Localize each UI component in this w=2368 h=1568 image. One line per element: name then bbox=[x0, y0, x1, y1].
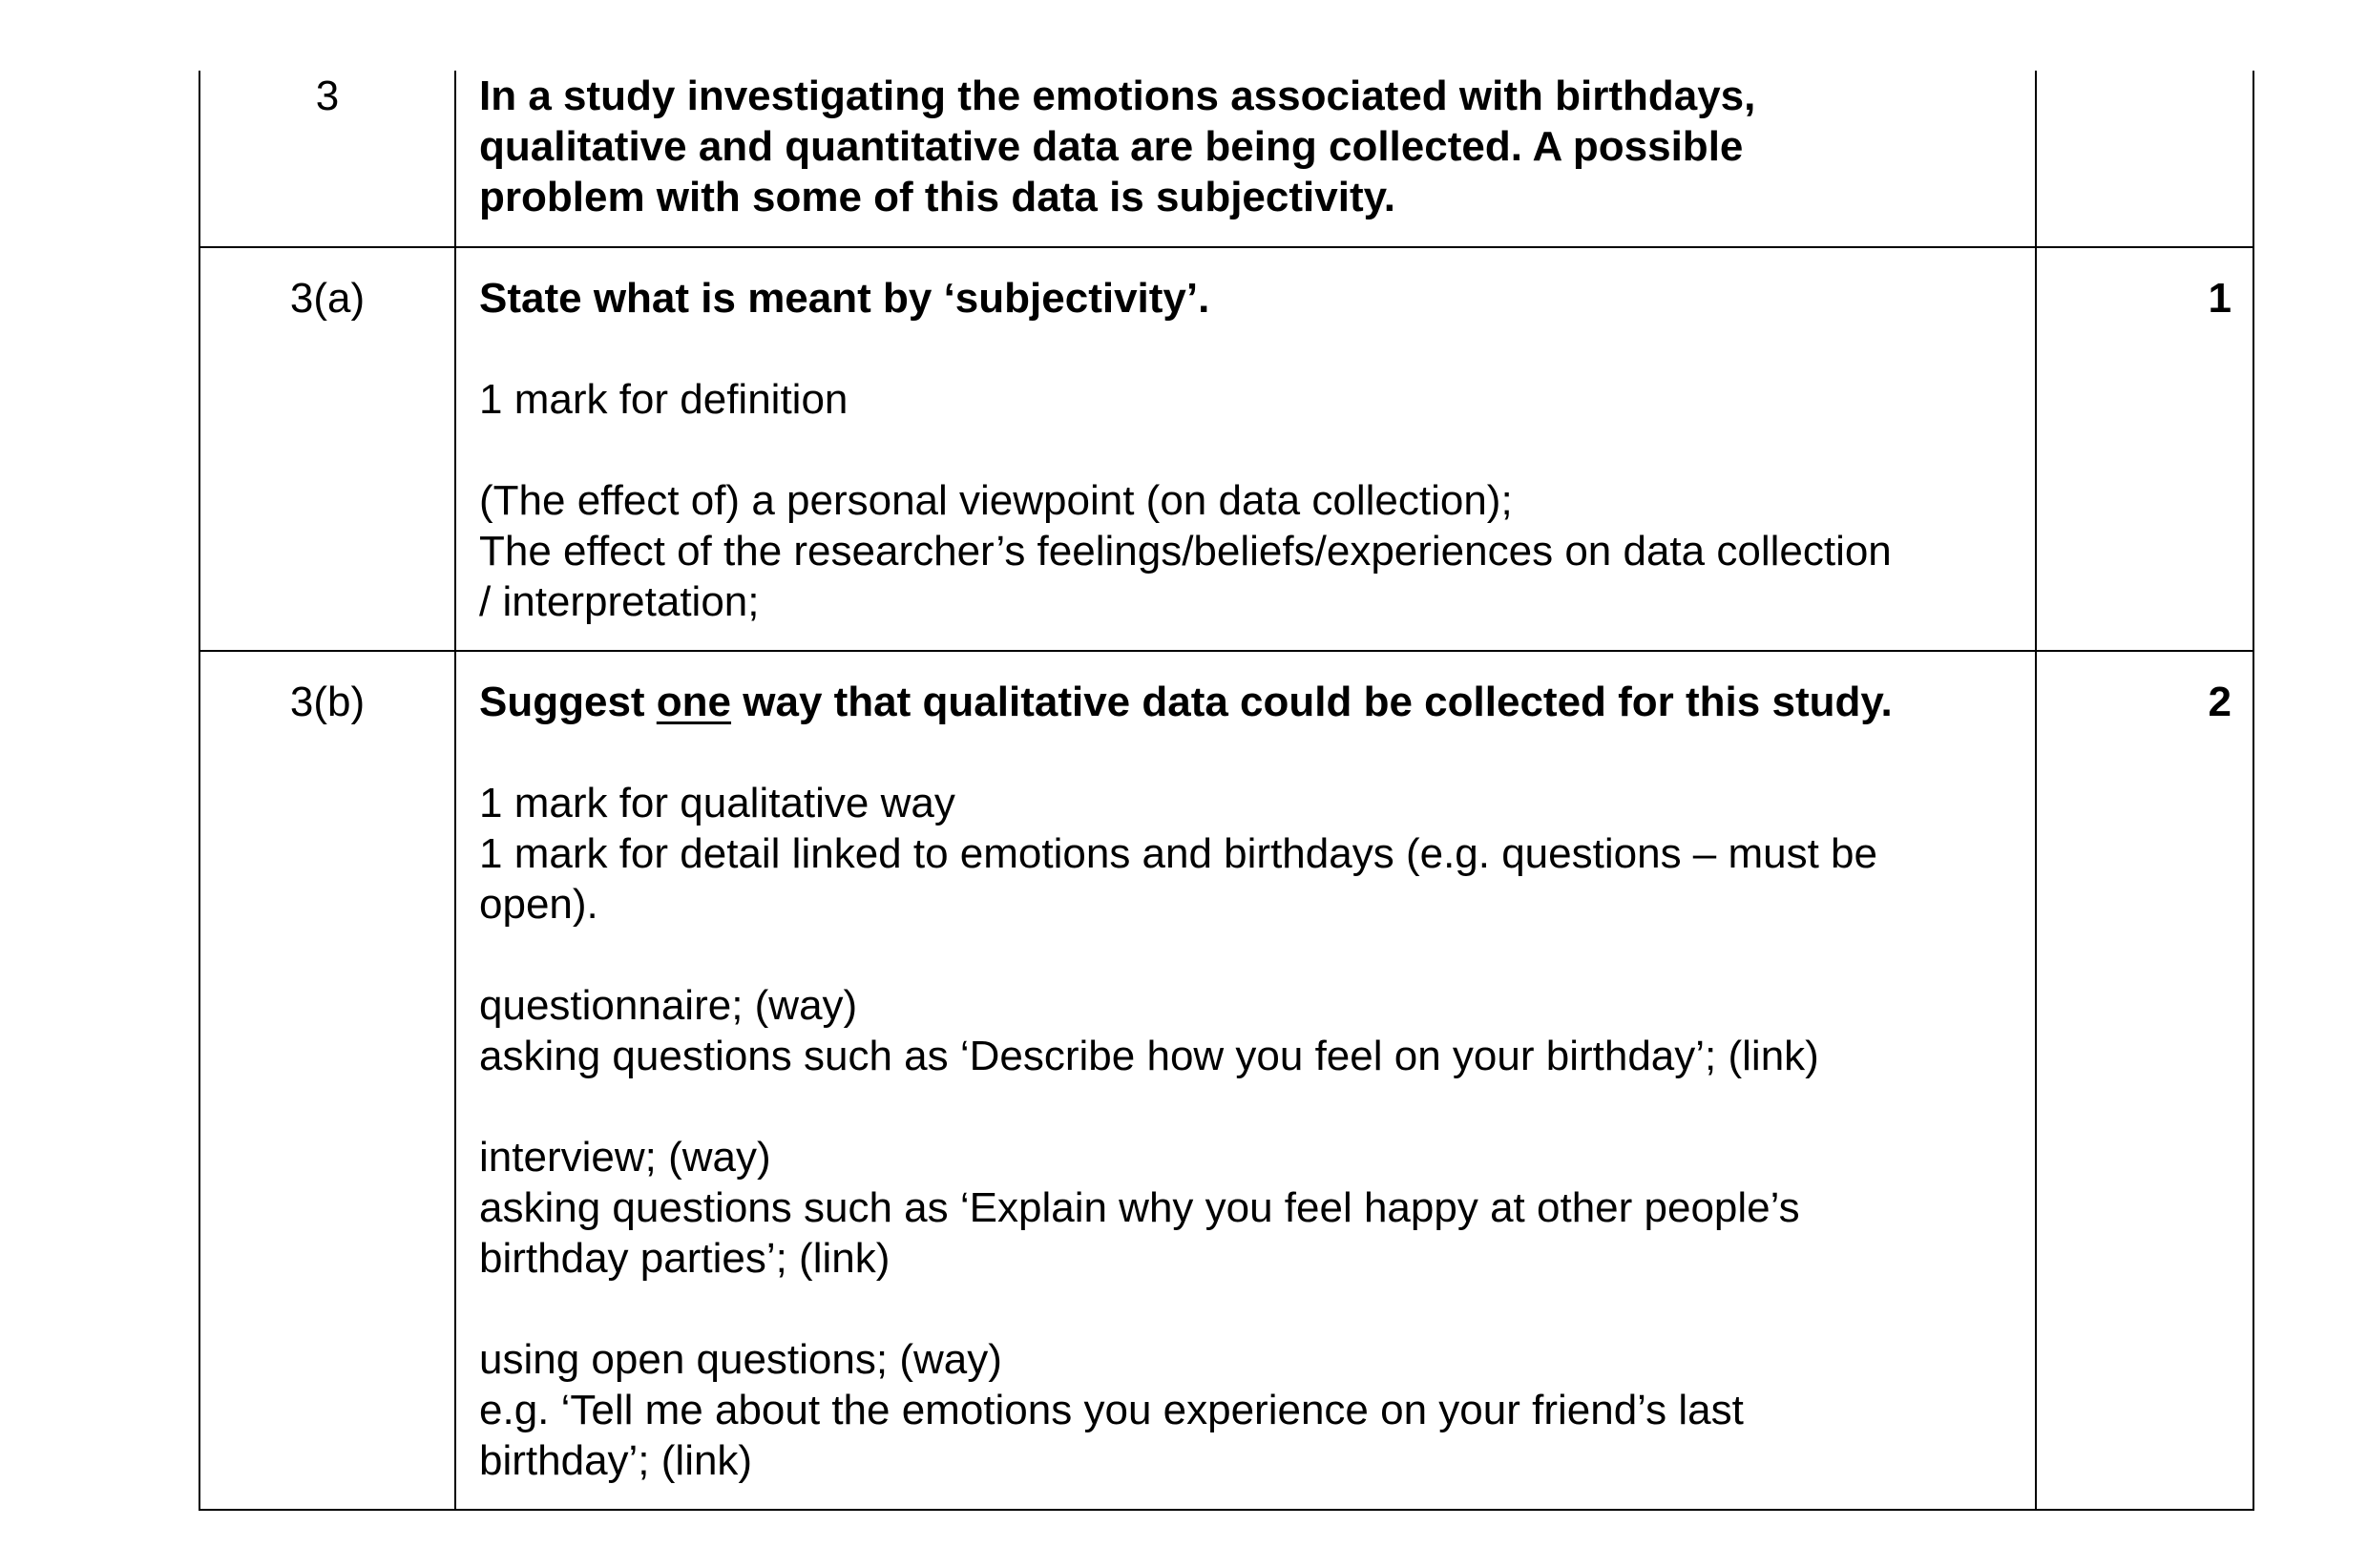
question-text-emphasis: one bbox=[656, 679, 732, 725]
marks-value: 1 bbox=[2208, 275, 2232, 322]
marks-cell bbox=[2036, 247, 2253, 651]
question-number bbox=[199, 651, 455, 1510]
question-stem bbox=[455, 71, 2036, 247]
table-row bbox=[199, 651, 2253, 1510]
stem-line: problem with some of this data is subjectivity. bbox=[479, 174, 1396, 220]
example-link: birthday’; (link) bbox=[479, 1437, 753, 1484]
question-number-label: 3(a) bbox=[289, 275, 366, 322]
marks-cell bbox=[2036, 71, 2253, 247]
marking-guidance: 1 mark for qualitative way bbox=[479, 780, 955, 826]
answer-line: (The effect of) a personal viewpoint (on data collection); bbox=[479, 477, 1513, 524]
stem-line: In a study investigating the emotions associated with birthdays, bbox=[479, 73, 1756, 119]
marking-guidance: 1 mark for detail linked to emotions and birthdays (e.g. questions – must be bbox=[479, 830, 1877, 877]
example-way: using open questions; (way) bbox=[479, 1336, 1002, 1383]
example-link: birthday parties’; (link) bbox=[479, 1235, 891, 1282]
stem-line: qualitative and quantitative data are being collected. A possible bbox=[479, 123, 1744, 170]
question-text-post: way that qualitative data could be collected for this study. bbox=[731, 679, 1893, 725]
example-link: asking questions such as ‘Explain why you feel happy at other people’s bbox=[479, 1184, 1800, 1231]
answer-cell bbox=[455, 651, 2036, 1510]
marking-guidance: open). bbox=[479, 881, 598, 928]
question-text: State what is meant by ‘subjectivity’. bbox=[479, 275, 1210, 322]
example-way: interview; (way) bbox=[479, 1134, 771, 1181]
marks-value: 2 bbox=[2208, 679, 2232, 725]
example-link: e.g. ‘Tell me about the emotions you experience on your friend’s last bbox=[479, 1387, 1744, 1433]
answer-cell bbox=[455, 247, 2036, 651]
question-text-pre: Suggest bbox=[479, 679, 657, 725]
table-row bbox=[199, 71, 2253, 247]
question-text bbox=[479, 677, 2016, 727]
marking-guidance: 1 mark for definition bbox=[479, 376, 849, 423]
marks-cell bbox=[2036, 651, 2253, 1510]
mark-scheme-table bbox=[199, 71, 2254, 1511]
question-number bbox=[199, 71, 455, 247]
table-row bbox=[199, 247, 2253, 651]
example-link: asking questions such as ‘Describe how you feel on your birthday’; (link) bbox=[479, 1033, 1819, 1079]
example-way: questionnaire; (way) bbox=[479, 982, 858, 1029]
answer-line: The effect of the researcher’s feelings/beliefs/experiences on data collection bbox=[479, 528, 1892, 575]
question-number-label: 3(b) bbox=[289, 679, 366, 725]
question-number bbox=[199, 247, 455, 651]
answer-line: / interpretation; bbox=[479, 578, 760, 625]
question-number-label: 3 bbox=[315, 73, 340, 119]
